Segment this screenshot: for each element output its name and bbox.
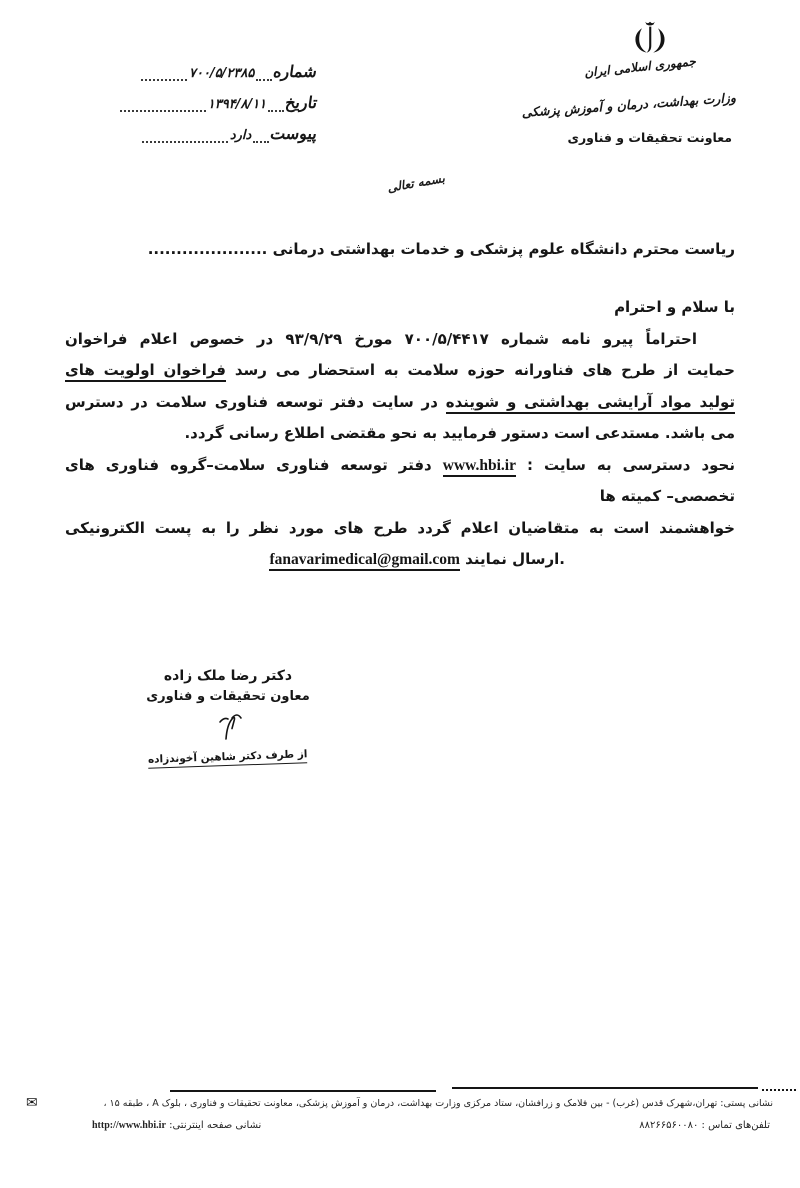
attachment-label: پیوست — [268, 124, 317, 143]
footer-divider — [452, 1087, 758, 1089]
body-text: می باشد. مستدعی است دستور فرمایید به نحو مقتضی اطلاع رسانی گردد. — [184, 424, 735, 442]
footer-web-address — [92, 1120, 362, 1131]
body-line — [65, 324, 735, 356]
government-name: جمهوری اسلامی ایران — [583, 54, 697, 80]
footer-divider — [170, 1090, 436, 1092]
body-line — [65, 418, 735, 450]
dot-leader — [142, 126, 228, 143]
department-name: معاونت تحقیقات و فناوری — [567, 130, 732, 145]
body-text: تخصصی– کمیته ها — [599, 487, 735, 505]
body-text: دفتر توسعه فناوری سلامت–گروه فناوری های — [65, 455, 443, 474]
inline-link-text[interactable]: www.hbi.ir — [443, 457, 516, 477]
body-text: خواهشمند است به متقاضیان اعلام گردد طرح های مورد نظر را به پست الکترونیکی — [65, 518, 735, 537]
date-value: ۱۳۹۴/۸/۱۱ — [207, 97, 267, 112]
addressee-line: ریاست محترم دانشگاه علوم پزشکی و خدمات بهداشتی درمانی ..................... — [147, 240, 735, 258]
ministry-name: وزارت بهداشت، درمان و آموزش پزشکی — [521, 89, 737, 120]
footer-phone: تلفن‌های تماس : ۸۸۲۶۶۵۶۰۰۸۰ — [639, 1120, 770, 1131]
body-text: احتراماً پیرو نامه شماره ۷۰۰/۵/۴۴۱۷ مورخ ۹۳/۹/۲۹ در خصوص اعلام فراخوان — [65, 329, 697, 348]
footer-divider-dotted — [762, 1089, 796, 1091]
dot-leader — [256, 64, 272, 81]
meta-row-date — [66, 81, 316, 112]
dot-leader — [253, 126, 269, 143]
signer-title: معاون تحقیقات و فناوری — [146, 689, 310, 704]
footer-postal-address: نشانی پستی: تهران،شهرک قدس (غرب) - بین فلامک و زرافشان، ستاد مرکزی وزارت بهداشت، درمان و آموزش پزشکی، معاونت تحقیقات و فناوری ، بلوک A ، طبقه ۱۵ ، — [103, 1098, 773, 1109]
dot-leader — [120, 95, 206, 112]
body-text: با سلام و احترام — [614, 298, 735, 316]
date-label: تاریخ — [283, 93, 317, 112]
website-link[interactable]: http://www.hbi.ir — [92, 1120, 166, 1131]
on-behalf-note: از طرف دکتر شاهین آخوندزاده — [148, 748, 308, 769]
body-line — [65, 355, 735, 387]
body-line — [65, 544, 565, 576]
body-line — [65, 513, 735, 545]
envelope-icon: ✉ — [26, 1095, 38, 1111]
signer-name: دکتر رضا ملک زاده — [163, 668, 293, 684]
inline-link-text[interactable]: fanavarimedical@gmail.com — [269, 551, 459, 571]
number-label: شماره — [271, 62, 317, 81]
body-line — [65, 481, 735, 513]
body-line — [65, 450, 735, 482]
body-line — [65, 292, 735, 324]
dot-leader — [141, 64, 187, 81]
handwritten-signature-icon — [193, 709, 263, 745]
web-address-label: نشانی صفحه اینترنتی: — [169, 1120, 262, 1131]
meta-row-number — [66, 50, 316, 81]
body-text: تولید مواد آرایشی بهداشتی و شوینده — [446, 393, 735, 414]
body-text: ارسال نمایند. — [459, 550, 565, 568]
body-text: نحود دسترسی به سایت : — [515, 455, 735, 474]
dot-leader — [268, 95, 284, 112]
signature-block — [128, 666, 328, 766]
attachment-value: دارد — [229, 128, 252, 143]
body-lines — [65, 292, 735, 576]
body-text: در سایت دفتر توسعه فناوری سلامت در دسترس — [65, 392, 446, 411]
number-value: ۷۰۰/۵/۲۳۸۵ — [189, 66, 255, 81]
body-text: فراخوان اولویت های — [65, 361, 226, 382]
letter-meta — [66, 50, 316, 143]
besmele: بسمه تعالی — [386, 171, 446, 195]
body-text: حمایت از طرح های فناورانه حوزه سلامت به استحضار می رسد — [226, 361, 735, 379]
body-line — [65, 387, 735, 419]
meta-row-attachment — [66, 112, 316, 143]
